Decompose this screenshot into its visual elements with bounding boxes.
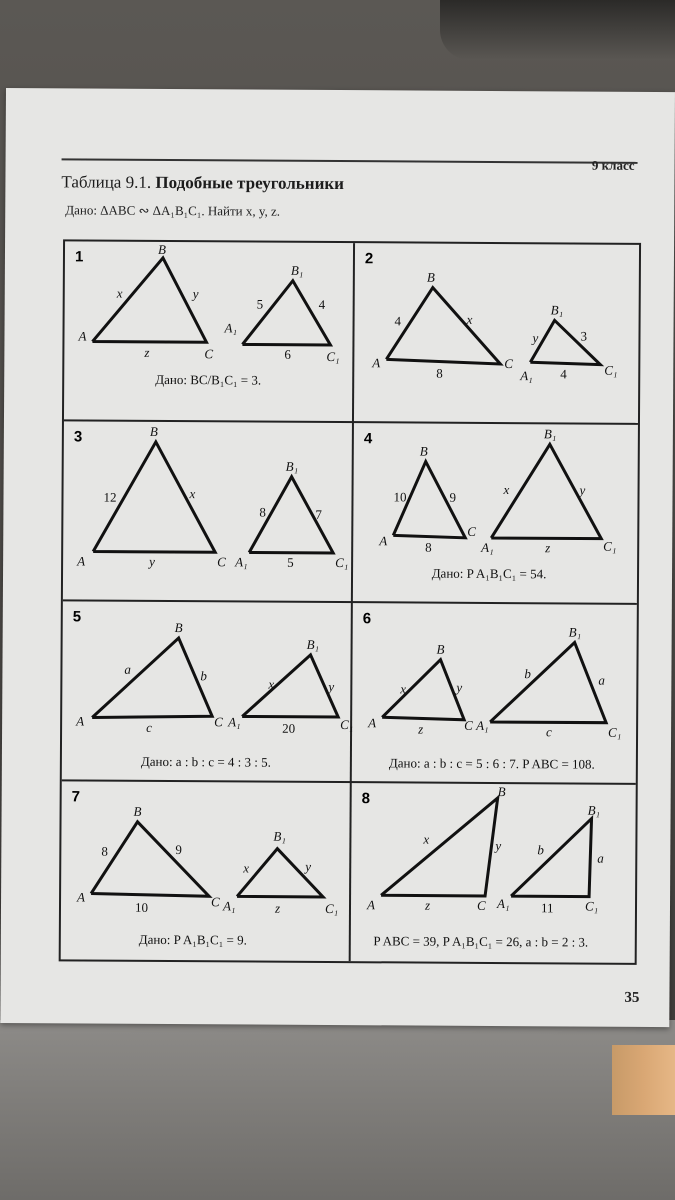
side-label: a bbox=[597, 850, 604, 866]
problem-cell-2 bbox=[354, 243, 643, 425]
vertex-b1: B₁ bbox=[273, 828, 286, 844]
vertex-a1: A₁ bbox=[228, 714, 241, 730]
side-label: a bbox=[124, 661, 131, 677]
vertex-c: C bbox=[504, 356, 514, 372]
side-label: z bbox=[274, 900, 281, 916]
side-label: 11 bbox=[540, 900, 554, 916]
side-label: y bbox=[495, 838, 502, 854]
vertex-a: A bbox=[77, 553, 86, 569]
side-label: c bbox=[146, 719, 152, 735]
side-label: z bbox=[424, 897, 431, 913]
side-label: 3 bbox=[580, 328, 588, 344]
side-label: z bbox=[418, 721, 424, 737]
vertex-c1: C₁ bbox=[340, 717, 354, 733]
vertex-a1: A₁ bbox=[224, 320, 238, 336]
vertex-b: B bbox=[133, 803, 142, 819]
vertex-c1: C₁ bbox=[603, 538, 617, 554]
vertex-a: A bbox=[379, 533, 388, 549]
side-label: x bbox=[423, 831, 430, 847]
side-label: 10 bbox=[393, 489, 407, 505]
side-label: x bbox=[116, 285, 123, 301]
vertex-b: B bbox=[149, 423, 158, 439]
side-label: c bbox=[546, 724, 552, 740]
vertex-c1: C₁ bbox=[324, 900, 339, 917]
vertex-a: A bbox=[372, 355, 381, 371]
side-label: 6 bbox=[284, 346, 291, 362]
problem-given: Дано: P A₁B₁C₁ = 9. bbox=[138, 931, 247, 948]
problem-number: 6 bbox=[362, 610, 372, 628]
orange-strip bbox=[612, 1045, 675, 1115]
page-number: 35 bbox=[624, 989, 640, 1006]
vertex-b: B bbox=[419, 443, 428, 459]
vertex-c: C bbox=[476, 897, 486, 913]
problem-given: Дано: P A₁B₁C₁ = 54. bbox=[431, 565, 547, 582]
vertex-b1: B₁ bbox=[306, 636, 320, 652]
vertex-a: A bbox=[368, 715, 377, 731]
side-label: y bbox=[532, 330, 539, 346]
triangle-abc bbox=[92, 638, 212, 719]
book-edge bbox=[0, 1020, 675, 1200]
side-label: z bbox=[144, 344, 150, 360]
problem-number: 5 bbox=[72, 608, 82, 626]
vertex-c: C bbox=[467, 523, 477, 539]
vertex-c: C bbox=[214, 714, 223, 730]
problem-cell-5 bbox=[62, 601, 354, 783]
triangle-a1b1c1 bbox=[242, 654, 338, 717]
textbook-page bbox=[0, 88, 675, 1027]
side-label: 12 bbox=[103, 489, 117, 505]
side-label: 4 bbox=[318, 296, 326, 312]
side-label: 8 bbox=[425, 539, 432, 555]
vertex-c: C bbox=[217, 554, 226, 570]
problem-number: 1 bbox=[74, 248, 84, 266]
side-label: y bbox=[579, 482, 586, 498]
title-prefix: Таблица 9.1. bbox=[61, 172, 152, 192]
vertex-a1: A₁ bbox=[235, 554, 248, 570]
side-label: x bbox=[466, 311, 473, 327]
vertex-a1: A₁ bbox=[222, 898, 236, 914]
problem-cell-8 bbox=[351, 783, 640, 965]
side-label: y bbox=[149, 553, 155, 569]
side-label: 8 bbox=[101, 843, 108, 859]
vertex-b1: B₁ bbox=[568, 624, 582, 640]
vertex-b: B bbox=[174, 620, 183, 636]
vertex-a: A bbox=[78, 328, 87, 344]
triangle-abc bbox=[386, 287, 500, 364]
side-label: 5 bbox=[256, 296, 264, 312]
triangle-a1b1c1 bbox=[511, 818, 591, 896]
vertex-c: C bbox=[210, 894, 220, 910]
problem-given: P ABC = 39, P A₁B₁C₁ = 26, a : b = 2 : 3. bbox=[373, 933, 589, 950]
vertex-a1: A₁ bbox=[481, 539, 494, 555]
title-bold: Подобные треугольники bbox=[155, 172, 345, 194]
vertex-c1: C₁ bbox=[584, 898, 599, 914]
vertex-b: B bbox=[426, 269, 435, 285]
vertex-a1: A₁ bbox=[476, 717, 489, 733]
side-label: a bbox=[598, 672, 605, 688]
side-label: 7 bbox=[315, 506, 322, 522]
triangle-a1b1c1 bbox=[530, 320, 600, 364]
problems-table bbox=[59, 239, 641, 965]
background-object bbox=[440, 0, 675, 60]
problem-number: 2 bbox=[364, 250, 374, 268]
vertex-a: A bbox=[77, 889, 86, 905]
side-label: 10 bbox=[134, 899, 149, 915]
side-label: y bbox=[328, 678, 335, 695]
side-label: y bbox=[192, 286, 199, 302]
page-title bbox=[61, 172, 344, 194]
vertex-b1: B₁ bbox=[587, 802, 601, 818]
side-label: x bbox=[189, 486, 196, 502]
problem-number: 3 bbox=[73, 428, 83, 446]
vertex-b1: B₁ bbox=[285, 458, 299, 474]
triangle-abc bbox=[91, 822, 209, 897]
side-label: 4 bbox=[560, 366, 567, 382]
problem-cell-6 bbox=[352, 603, 641, 785]
side-label: 8 bbox=[259, 504, 266, 520]
problem-cell-3 bbox=[63, 421, 352, 603]
vertex-c1: C₁ bbox=[604, 362, 618, 378]
problem-given: Дано: BC/B₁C₁ = 3. bbox=[155, 371, 262, 388]
triangle-a1b1c1 bbox=[242, 280, 330, 345]
triangle-a1b1c1 bbox=[490, 642, 606, 723]
side-label: y bbox=[456, 679, 463, 695]
problem-cell-7 bbox=[61, 781, 350, 963]
problem-number: 4 bbox=[363, 430, 373, 448]
vertex-b: B bbox=[497, 784, 506, 800]
side-label: b bbox=[524, 666, 531, 682]
vertex-a1: A₁ bbox=[520, 368, 533, 384]
vertex-b: B bbox=[436, 641, 445, 657]
vertex-c: C bbox=[464, 717, 473, 733]
side-label: 8 bbox=[436, 365, 443, 381]
vertex-a: A bbox=[76, 713, 85, 729]
side-label: 20 bbox=[282, 720, 296, 736]
triangle-abc bbox=[382, 659, 464, 719]
problem-cell-4 bbox=[353, 423, 642, 605]
vertex-c: C bbox=[204, 346, 214, 362]
vertex-a: A bbox=[366, 897, 376, 913]
side-label: 9 bbox=[449, 489, 457, 505]
vertex-b1: B₁ bbox=[543, 426, 557, 442]
vertex-b: B bbox=[157, 241, 167, 257]
triangle-abc bbox=[92, 258, 207, 343]
vertex-c1: C₁ bbox=[326, 348, 340, 365]
problem-number: 8 bbox=[361, 790, 371, 808]
side-label: x bbox=[268, 676, 275, 692]
grade-label: 9 класс bbox=[591, 157, 635, 173]
vertex-a1: A₁ bbox=[496, 896, 510, 912]
problem-given: Дано: a : b : c = 5 : 6 : 7. P ABC = 108. bbox=[388, 755, 595, 772]
side-label: x bbox=[400, 681, 407, 697]
header-rule bbox=[62, 158, 638, 164]
side-label: 4 bbox=[394, 313, 402, 329]
given-statement: Дано: ΔABC ∾ ΔA₁B₁C₁. Найти x, y, z. bbox=[65, 202, 281, 219]
side-label: x bbox=[243, 860, 250, 876]
vertex-b1: B₁ bbox=[550, 302, 564, 318]
vertex-c1: C₁ bbox=[335, 555, 349, 571]
triangle-abc bbox=[381, 797, 498, 896]
side-label: b bbox=[537, 842, 544, 858]
side-label: z bbox=[545, 540, 551, 556]
vertex-c1: C₁ bbox=[608, 724, 622, 740]
side-label: 5 bbox=[287, 554, 294, 570]
side-label: x bbox=[503, 482, 510, 498]
side-label: y bbox=[305, 858, 312, 874]
problem-cell-1 bbox=[64, 241, 353, 423]
side-label: 9 bbox=[175, 842, 182, 858]
vertex-b1: B₁ bbox=[290, 262, 304, 278]
side-label: b bbox=[200, 668, 207, 684]
problem-number: 7 bbox=[71, 788, 81, 806]
problem-given: Дано: a : b : c = 4 : 3 : 5. bbox=[140, 753, 271, 770]
